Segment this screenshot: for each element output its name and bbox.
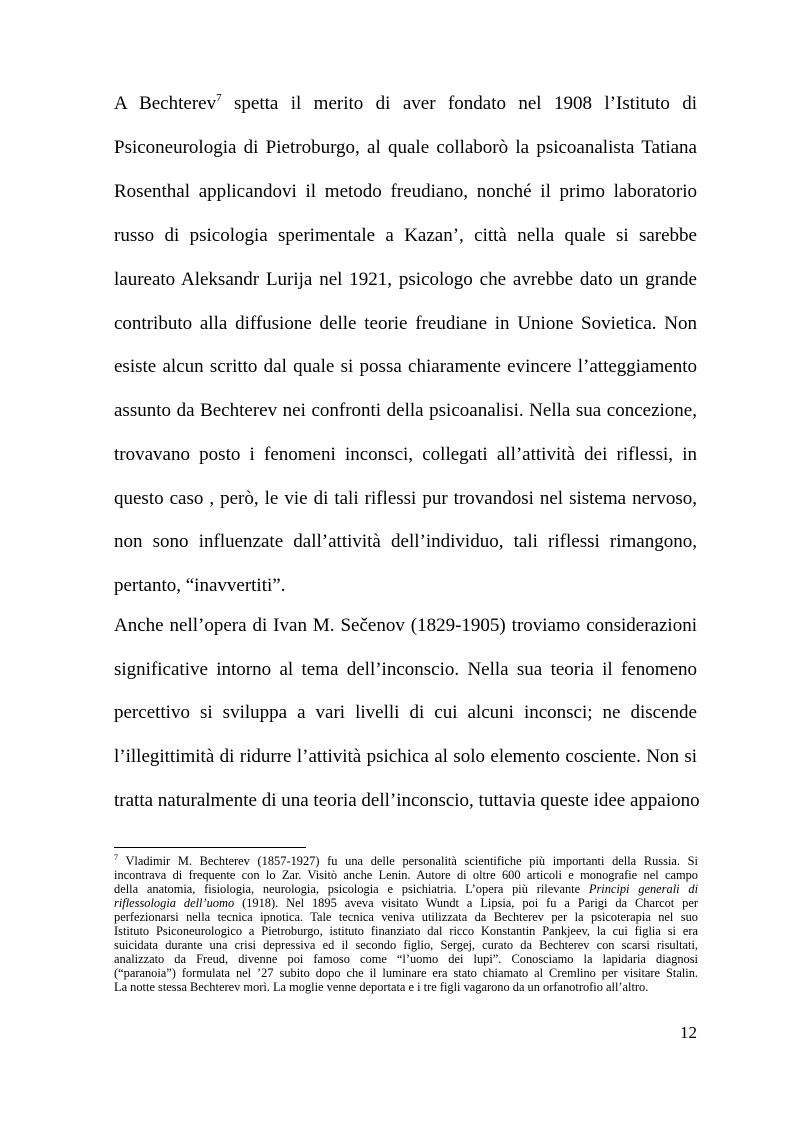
footnote-separator xyxy=(114,847,306,848)
footnote-line: della anatomia, fisiologia, neurologia, psicologia e psichiatria. L’opera più rilevante Principi generali di xyxy=(114,882,699,896)
body-line: significative intorno al tema dell’inconscio. Nella sua teoria il fenomeno xyxy=(114,659,697,680)
footnote-line: riflessologia dell’uomo (1918). Nel 1895 aveva visitato Wundt a Lipsia, poi fu a Parigi da Charcot per xyxy=(114,896,698,910)
footnote-marker: 7 xyxy=(114,853,118,862)
footnote-line: Istituto Psiconeurologico a Pietroburgo, istituto finanziato dal ricco Konstantin Pankjeev, la cui figlia si era xyxy=(114,924,698,938)
body-line: trovavano posto i fenomeni inconsci, collegati all’attività dei riflessi, in xyxy=(114,444,697,465)
body-line: questo caso , però, le vie di tali riflessi pur trovandosi nel sistema nervoso, xyxy=(114,488,697,509)
body-line: percettivo si sviluppa a vari livelli di cui alcuni inconsci; ne discende xyxy=(114,702,697,723)
footnote-reference: 7 xyxy=(216,92,222,104)
footnote-line: La notte stessa Bechterev morì. La moglie venne deportata e i tre figli vagarono da un orfanotrofio all’altro. xyxy=(114,980,649,994)
body-line: A Bechterev$^7$ spetta il merito di aver fondato nel 1908 l’Istituto di xyxy=(114,92,698,114)
body-line: assunto da Bechterev nei confronti della psicoanalisi. Nella sua concezione, xyxy=(114,400,697,421)
body-line: Psiconeurologia di Pietroburgo, al quale collaborò la psicoanalista Tatiana xyxy=(114,137,697,158)
footnote-line: perfezionarsi nella tecnica ipnotica. Tale tecnica veniva utilizzata da Bechterev per la psicoterapia nel suo xyxy=(114,910,698,924)
body-line: Rosenthal applicandovi il metodo freudiano, nonché il primo laboratorio xyxy=(114,181,697,202)
body-line: contributo alla diffusione delle teorie freudiane in Unione Sovietica. Non xyxy=(114,313,697,334)
body-line: russo di psicologia sperimentale a Kazan’, città nella quale si sarebbe xyxy=(114,225,697,246)
page-number: 12 xyxy=(680,1023,697,1042)
body-line: pertanto, “inavvertiti”. xyxy=(114,575,286,596)
body-line: l’illegittimità di ridurre l’attività psichica al solo elemento cosciente. Non si xyxy=(114,746,697,767)
body-line: esiste alcun scritto dal quale si possa chiaramente evincere l’atteggiamento xyxy=(114,356,697,377)
footnote-line: suicidata durante una crisi depressiva ed il secondo figlio, Sergej, curato da Bechterev con scarsi risultati, xyxy=(114,938,698,952)
body-line: laureato Aleksandr Lurija nel 1921, psicologo che avrebbe dato un grande xyxy=(114,269,697,290)
footnote-line: $^7$ Vladimir M. Bechterev (1857-1927) fu una delle personalità scientifiche più importanti della Russia. Si xyxy=(114,853,698,868)
footnote-line: (“paranoia”) formulata nel ’27 subito dopo che il luminare era stato chiamato al Cremlino per visitare Stalin. xyxy=(114,966,698,980)
footnote-line: incontrava di frequente con lo Zar. Visitò anche Lenin. Autore di oltre 600 articoli e monografie nel campo xyxy=(114,868,698,882)
body-line: Anche nell’opera di Ivan M. Sečenov (1829-1905) troviamo considerazioni xyxy=(114,615,697,636)
footnote-line: analizzato da Freud, divenne poi famoso come “l’uomo dei lupi”. Conosciamo la lapidaria diagnosi xyxy=(114,952,698,966)
body-line: non sono influenzate dall’attività dell’individuo, tali riflessi rimangono, xyxy=(114,531,697,552)
body-line: tratta naturalmente di una teoria dell’inconscio, tuttavia queste idee appaiono xyxy=(114,790,700,811)
